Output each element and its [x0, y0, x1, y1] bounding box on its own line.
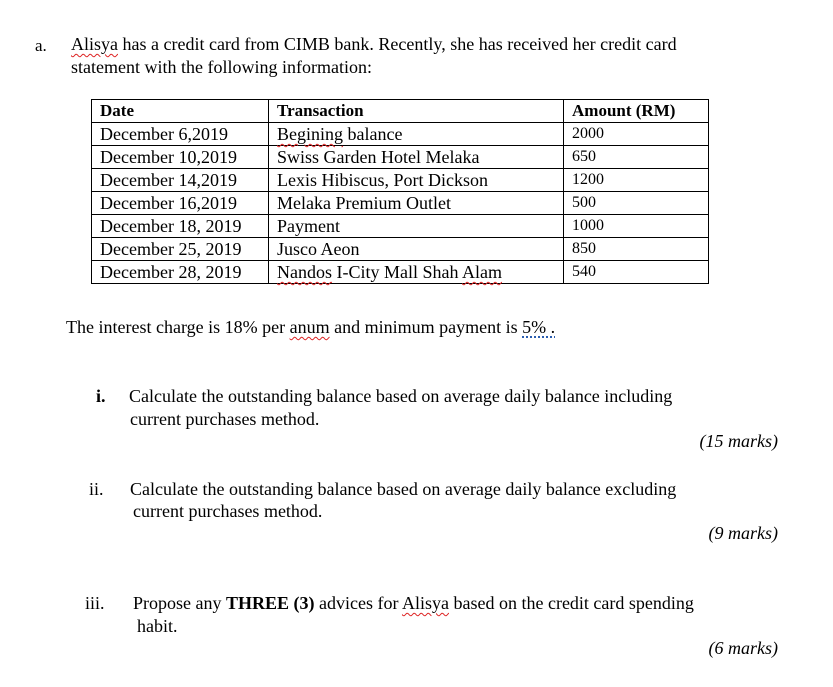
intro-line1-text: has a credit card from CIMB bank. Recently, she has received her credit card — [118, 34, 677, 54]
cell-date: December 10,2019 — [92, 146, 269, 169]
table-row — [92, 192, 709, 215]
header-date: Date — [92, 100, 269, 123]
cell-amount: 2000 — [564, 123, 709, 146]
question-intro — [71, 33, 677, 56]
subq-iii-post: based on the credit card spending — [448, 593, 694, 613]
question-intro-line2: statement with the following information: — [71, 57, 372, 77]
cell-transaction: Swiss Garden Hotel Melaka — [269, 146, 564, 169]
subq-iii-bold: THREE (3) — [226, 593, 315, 613]
subq-iii-marks: (6 marks) — [708, 638, 778, 658]
cell-date: December 25, 2019 — [92, 238, 269, 261]
interest-note — [66, 316, 555, 339]
cell-transaction — [269, 261, 564, 284]
statement-table — [91, 99, 709, 284]
table-row — [92, 261, 709, 284]
question-label: a. — [35, 36, 47, 55]
subq-i-line1: Calculate the outstanding balance based on average daily balance including — [129, 386, 673, 406]
cell-transaction: Lexis Hibiscus, Port Dickson — [269, 169, 564, 192]
cell-date: December 6,2019 — [92, 123, 269, 146]
cell-amount: 1200 — [564, 169, 709, 192]
interest-note-wavy: anum — [289, 317, 330, 337]
subq-iii-name: Alisya — [401, 593, 449, 613]
table-row — [92, 169, 709, 192]
subq-ii-marks: (9 marks) — [708, 523, 778, 543]
subq-iii-pre: Propose any — [133, 593, 226, 613]
table-row — [92, 238, 709, 261]
cell-amount: 650 — [564, 146, 709, 169]
cell-date: December 14,2019 — [92, 169, 269, 192]
cell-date: December 28, 2019 — [92, 261, 269, 284]
transaction-wavy-2: Alam — [462, 262, 502, 282]
subq-ii-line2: current purchases method. — [133, 501, 323, 521]
subq-i-numeral: i. — [96, 386, 106, 406]
subq-i-marks: (15 marks) — [699, 431, 778, 451]
name-alisya: Alisya — [71, 34, 118, 54]
transaction-wavy: Nandos — [277, 262, 332, 282]
header-amount: Amount (RM) — [564, 100, 709, 123]
cell-transaction: Melaka Premium Outlet — [269, 192, 564, 215]
table-row — [92, 146, 709, 169]
cell-amount: 540 — [564, 261, 709, 284]
cell-transaction — [269, 123, 564, 146]
transaction-text: I-City Mall Shah — [332, 262, 462, 282]
interest-note-rate: 5% . — [522, 317, 556, 337]
subq-iii-mid: advices for — [314, 593, 402, 613]
header-transaction: Transaction — [269, 100, 564, 123]
cell-date: December 18, 2019 — [92, 215, 269, 238]
cell-amount: 500 — [564, 192, 709, 215]
transaction-wavy: Begining — [277, 124, 343, 144]
table-row — [92, 123, 709, 146]
interest-note-pre: The interest charge is 18% per — [66, 317, 290, 337]
cell-transaction: Payment — [269, 215, 564, 238]
subq-ii-line1: Calculate the outstanding balance based on average daily balance excluding — [130, 479, 677, 499]
cell-transaction: Jusco Aeon — [269, 238, 564, 261]
subq-iii-line2: habit. — [137, 616, 178, 636]
cell-amount: 850 — [564, 238, 709, 261]
subq-i-line2: current purchases method. — [130, 409, 320, 429]
cell-date: December 16,2019 — [92, 192, 269, 215]
subq-iii-numeral: iii. — [85, 593, 105, 613]
interest-note-mid: and minimum payment is — [329, 317, 523, 337]
subq-ii-numeral: ii. — [89, 479, 104, 499]
table-header-row — [92, 100, 709, 123]
subq-iii-line1 — [133, 592, 694, 615]
cell-amount: 1000 — [564, 215, 709, 238]
table-row — [92, 215, 709, 238]
transaction-text: balance — [343, 124, 403, 144]
